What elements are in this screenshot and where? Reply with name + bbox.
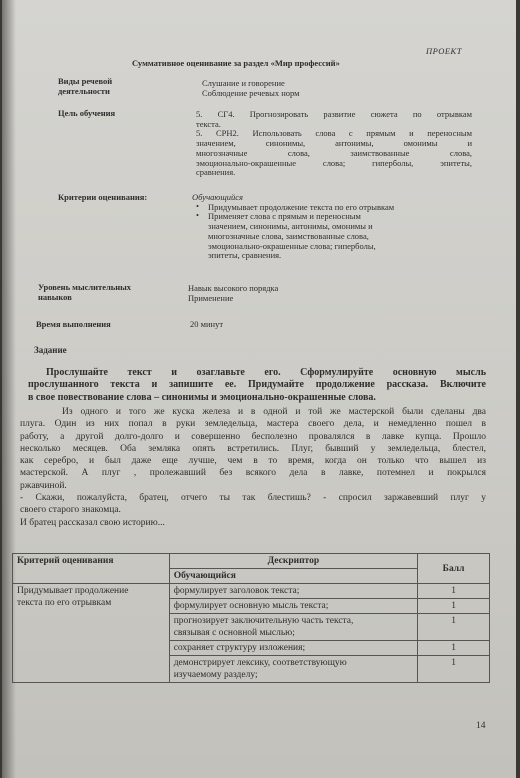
- duration-label: Время выполнения: [36, 319, 111, 329]
- learner-subheader: Обучающийся: [169, 569, 417, 584]
- thinking-level-value: Навык высокого порядка Применение: [188, 283, 279, 303]
- score-cell: 1: [418, 656, 490, 683]
- document-page: [2, 0, 516, 778]
- story-text: Из одного и того же куска железа и в одной и той же мастерской были сделаны два плуга. Один из них попал в руки земледельца, мастера своего дела, и немедленно пошел в работу, а другой долго-долго и совершенно бесполезно провалялся в лавке купца. Прошло несколько месяцев. Оба земляка опять встретились. Плуг, бывший у земледельца, блестел, как серебро, и был даже еще лучше, чем в то время, когда он только что вышел из мастерской. А плуг , пролежавший без всякого дела в лавке, потемнел и покрылся ржавчиной. - Скажи, пожалуйста, братец, отчего ты так блестишь? - спросил заржавевший плуг у своего старого знакомца. И братец рассказал свою историю...: [20, 407, 486, 528]
- task-heading: Задание: [34, 345, 67, 355]
- score-cell: 1: [418, 641, 490, 656]
- descriptor-cell: сохраняет структуру изложения;: [169, 641, 417, 656]
- rubric-header-row: [13, 554, 490, 569]
- criterion-cell: Придумывает продолжение текста по его отрывкам: [13, 584, 170, 683]
- document-title: Суммативное оценивание за раздел «Мир профессий»: [132, 58, 340, 68]
- criteria-item: • Придумывает продолжение текста по его отрывкам: [196, 200, 395, 212]
- duration-value: 20 минут: [190, 319, 224, 329]
- speech-activity-value: Слушание и говорение Соблюдение речевых норм: [202, 78, 300, 98]
- score-cell: 1: [418, 614, 490, 641]
- draft-stamp: ПРОЕКТ: [426, 46, 462, 56]
- descriptor-cell: формулирует заголовок текста;: [169, 584, 417, 599]
- page-number: 14: [476, 721, 486, 731]
- table-row: [13, 584, 490, 599]
- score-cell: 1: [418, 584, 490, 599]
- learning-goal-text: 5. СГ4. Прогнозировать развитие сюжета по отрывкам текста. 5. СРН2. Использовать слова с прямым и переносным значением, синонимы, антонимы, омонимы и многозначные слова, заимствованные слова, эмоционально-окрашенные слова; гиперболы, эпитеты, сравнения.: [196, 109, 472, 178]
- criteria-column-header: Критерий оценивания: [13, 554, 170, 584]
- assessment-criteria-label: Критерии оценивания:: [58, 192, 148, 202]
- task-instruction: Прослушайте текст и озаглавьте его. Сформулируйте основную мысль прослушанного текста и запишите ее. Придумайте продолжение рассказа. Включите в свое повествование слова – синонимы и эмоционально-окрашенные слова.: [28, 367, 486, 403]
- criteria-item: • Применяет слова с прямым и переносным значением, синонимы, антонимы, омонимы и многозначные слова, заимствованные слова, эмоционально-окрашенные слова; гиперболы, эпитеты, сравнения.: [196, 210, 376, 261]
- assessment-criteria-list: Обучающийся • Придумывает продолжение текста по его отрывкам • Применяет слова с прямым и переносным значением, синонимы, антонимы, омонимы и многозначные слова, заимствованные слова, эмоционально-окрашенные слова; гиперболы, эпитеты, сравнения.: [192, 193, 478, 261]
- descriptor-cell: прогнозирует заключительную часть текста, связывая с основной мыслью;: [169, 614, 417, 641]
- learning-goal-label: Цель обучения: [58, 108, 116, 118]
- bullet-icon: •: [196, 200, 199, 211]
- thinking-level-label: Уровень мыслительных навыков: [38, 282, 132, 302]
- score-cell: 1: [418, 599, 490, 614]
- speech-activity-label: Виды речевой деятельности: [58, 76, 113, 96]
- score-column-header: Балл: [418, 554, 490, 584]
- descriptor-cell: демонстрирует лексику, соответствующую изучаемому разделу;: [169, 656, 417, 683]
- rubric-table: [12, 553, 490, 683]
- descriptor-cell: формулирует основную мысль текста;: [169, 599, 417, 614]
- bullet-icon: •: [196, 210, 199, 221]
- descriptor-column-header: Дескриптор: [169, 554, 417, 569]
